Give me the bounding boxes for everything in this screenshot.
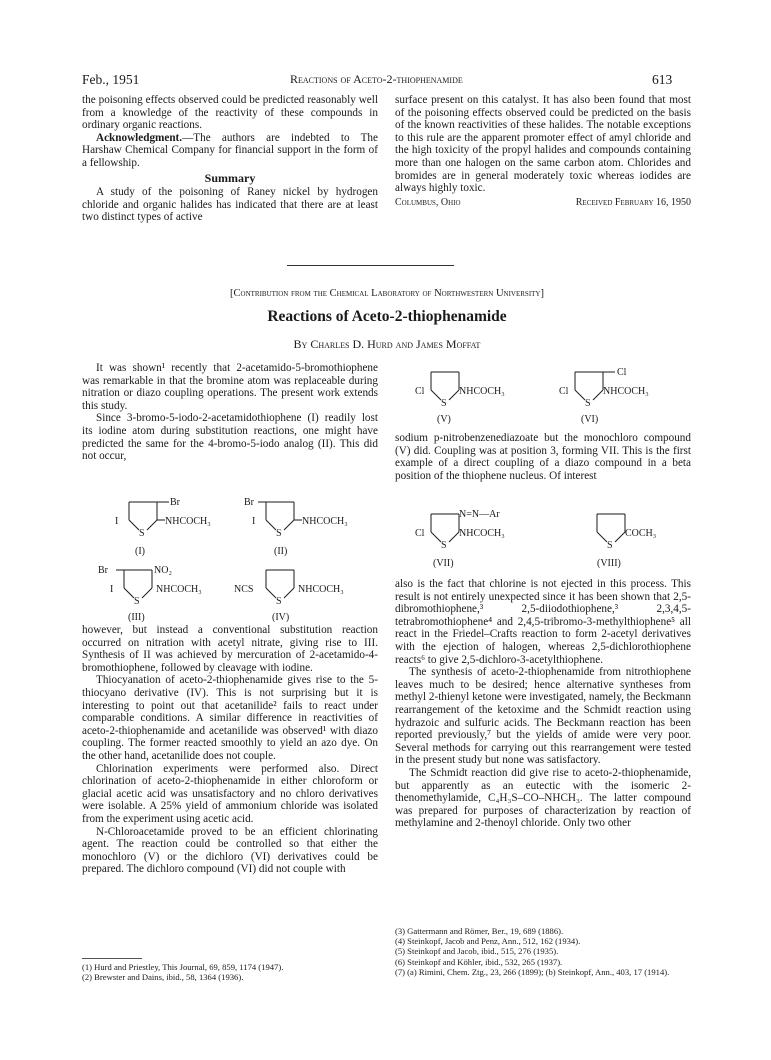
right-column-upper (395, 432, 691, 482)
footnote-3: (3) Gattermann and Römer, Ber., 19, 689 (1886). (395, 926, 564, 936)
svg-text:Br: Br (98, 565, 108, 576)
svg-text:I: I (252, 516, 256, 527)
svg-text:S: S (276, 528, 282, 539)
paragraph-4: Thiocyanation of aceto-2-thiophenamide gives rise to the 5-thiocyano derivative (IV). This is not surprising but it is interesting to point out that acetanilide² fails to react under comparable conditions. A similar difference in reactivities of aceto-2-thiophenamide and acetanilide was observed¹ with diazo coupling. The former reacted smoothly to yield an azo dye. On the other hand, acetanilide does not couple. (82, 674, 378, 762)
prev-right-paragraph: surface present on this catalyst. It has also been found that most of the poisoning effects observed could be predicted on the basis of the known reactivities of these halides. The notable exceptions to this rule are the apparent promoter effect of amyl chloride and the high toxicity of the propyl halides and compounds containing more than one halogen on the same carbon atom. Chlorides and bromides are in general moderately toxic whereas iodides are always highly toxic. (395, 94, 691, 195)
structure-III (98, 565, 202, 622)
paragraph-1: It was shown¹ recently that 2-acetamido-5-bromothiophene was remarkable in that the bromine atom was replaceable during nitration or diazo coupling operations. The present work extends this study. (82, 362, 378, 412)
right-paragraph-4: The Schmidt reaction did give rise to aceto-2-thiophenamide, but apparently as an eutectic with the isomeric 2-thenomethylamide, C₄H₃S–CO–NHCH₃. The latter compound was prepared for purposes of characterization by reaction of methylamine and 2-thenoyl chloride. Only two other (395, 766, 691, 830)
article-authors: By Charles D. Hurd and James Moffat (293, 337, 481, 351)
acknowledgment (82, 132, 378, 170)
received-date: Received February 16, 1950 (575, 196, 691, 208)
svg-text:N=N—Ar: N=N—Ar (459, 509, 500, 520)
svg-text:NHCOCH₃: NHCOCH₃ (302, 516, 348, 527)
header-title: Reactions of Aceto-2-thiophenamide (290, 72, 463, 86)
footnote-rule-left (82, 958, 142, 959)
svg-text:COCH₃: COCH₃ (625, 528, 657, 539)
svg-text:Cl: Cl (617, 367, 627, 378)
header-page-number: 613 (652, 72, 673, 87)
structure-VII (415, 509, 505, 569)
left-column-upper (82, 362, 378, 463)
footnote-4: (4) Steinkopf, Jacob and Penz, Ann., 512, 162 (1934). (395, 936, 581, 947)
svg-text:S: S (607, 540, 613, 551)
svg-text:(IV): (IV) (272, 612, 290, 622)
structure-VI (559, 367, 649, 425)
svg-text:S: S (276, 596, 282, 607)
left-column-lower (82, 624, 378, 876)
svg-text:(II): (II) (274, 546, 288, 557)
svg-text:NO₂: NO₂ (154, 565, 172, 576)
svg-text:NHCOCH₃: NHCOCH₃ (165, 516, 211, 527)
right-paragraph-3: The synthesis of aceto-2-thiophenamide from nitrothiophene leaves much to be desired; hence alternative syntheses from methyl 2-thienyl ketone were investigated, namely, the Beckmann rearrangement of the ketoxime and the Schmidt reaction using hydrazoic and sulfuric acids. The Beckmann reaction has been reported previously,⁷ but the yields of amide were very poor. Several methods for carrying out this rearrangement were tested in the present study but none was satisfactory. (395, 666, 691, 767)
paragraph-3: however, but instead a conventional substitution reaction occurred on nitration with acetyl nitrate, giving rise to III. Synthesis of II was achieved by mercuration of 2-acetamido-4-bromothiophene, followed by cleavage with iodine. (82, 624, 378, 674)
prev-right-column (395, 94, 691, 211)
right-footnotes (395, 926, 691, 977)
prev-paragraph: the poisoning effects observed could be predicted reasonably well from a knowledge of the reactivity of these compounds in ordinary organic reactions. (82, 94, 378, 132)
svg-text:(III): (III) (128, 612, 145, 622)
svg-text:I: I (110, 584, 114, 595)
svg-text:(V): (V) (437, 414, 451, 425)
structure-VIII (597, 514, 656, 569)
svg-text:S: S (585, 398, 591, 409)
structure-IV (234, 570, 344, 622)
svg-text:Br: Br (244, 497, 254, 508)
svg-text:NHCOCH₃: NHCOCH₃ (603, 386, 649, 397)
paragraph-6: N-Chloroacetamide proved to be an efficient chlorinating agent. The reaction could be controlled so that either the monochloro (V) or the dichloro (VI) derivatives could be prepared. The dichloro compound (VI) did not couple with (82, 825, 378, 876)
svg-text:Cl: Cl (415, 386, 425, 397)
svg-text:S: S (441, 398, 447, 409)
ack-heading: Acknowledgment. (96, 131, 183, 144)
header-date: Feb., 1951 (82, 72, 140, 87)
right-column-lower (395, 578, 691, 830)
footnote-2: (2) Brewster and Dains, ibid., 58, 1364 (1936). (82, 972, 244, 983)
svg-text:(VIII): (VIII) (597, 558, 621, 569)
svg-text:(I): (I) (135, 546, 145, 557)
structures-I-IV (82, 490, 378, 622)
svg-text:Cl: Cl (559, 386, 569, 397)
svg-text:S: S (134, 596, 140, 607)
svg-text:NHCOCH₃: NHCOCH₃ (156, 584, 202, 595)
svg-text:Br: Br (170, 497, 180, 508)
svg-text:S: S (139, 528, 145, 539)
left-footnotes (82, 962, 378, 982)
structures-VII-VIII (395, 506, 691, 576)
structure-II (244, 497, 348, 557)
svg-text:NCS: NCS (234, 584, 254, 595)
structure-V (415, 372, 505, 425)
contribution-line: [Contribution from the Chemical Laboratory of Northwestern University] (230, 288, 544, 299)
ack-text: —The authors are indebted to The Harshaw Chemical Company for financial support in the form of a fellowship. (82, 131, 378, 169)
right-paragraph-2: also is the fact that chlorine is not ejected in this process. This result is not entirely unexpected since it has been shown that 2,5-dibromothiophene,³ 2,5-diiodothiophene,³ 2,3,4,5-tetrabromothiophene⁴ and 2,4,5-tribromo-3-methylthiophene⁵ all react in the Friedel–Crafts reaction to form 2-acetyl derivatives with the ejection of halogen, whereas 2,5-dichlorothiophene reacts⁶ to give 2,5-dichloro-3-acetylthiophene. (395, 578, 691, 666)
structure-I (115, 497, 211, 557)
right-paragraph-1: sodium p-nitrobenzenediazoate but the monochloro compound (V) did. Coupling was at position 3, forming VII. This is the first example of a direct coupling of a diazo compound in a beta position of the thiophene nucleus. Of interest (395, 432, 691, 482)
svg-text:(VI): (VI) (581, 414, 599, 425)
summary-text: A study of the poisoning of Raney nickel by hydrogen chloride and organic halides has indicated that there are at least two distinct types of active (82, 186, 378, 224)
footnote-1: (1) Hurd and Priestley, This Journal, 69, 859, 1174 (1947). (82, 962, 284, 972)
svg-text:(VII): (VII) (433, 558, 454, 569)
svg-text:S: S (441, 540, 447, 551)
paragraph-2: Since 3-bromo-5-iodo-2-acetamidothiophene (I) readily lost its iodine atom during substitution reactions, one might have predicted the same for the 4-bromo-5-iodo analog (II). This did not occur, (82, 412, 378, 463)
summary-heading: Summary (204, 170, 256, 185)
article-title: Reactions of Aceto-2-thiophenamide (267, 308, 507, 325)
svg-text:I: I (115, 516, 119, 527)
footnote-6: (6) Steinkopf and Köhler, ibid., 532, 265 (1937). (395, 956, 563, 967)
svg-text:NHCOCH₃: NHCOCH₃ (298, 584, 344, 595)
structures-V-VI (395, 362, 691, 428)
prev-left-column (82, 94, 378, 224)
footnote-7: (7) (a) Rimini, Chem. Ztg., 23, 266 (1899); (b) Steinkopf, Ann., 403, 17 (1914). (395, 966, 670, 977)
svg-text:NHCOCH₃: NHCOCH₃ (459, 528, 505, 539)
svg-text:NHCOCH₃: NHCOCH₃ (459, 386, 505, 397)
paragraph-5: Chlorination experiments were performed also. Direct chlorination of aceto-2-thiophenamide in either chloroform or glacial acetic acid was unsatisfactory and no chloro derivatives were isolable. A 25% yield of ammonium chloride was isolated from the experiment using acetic acid. (82, 762, 378, 825)
svg-text:Cl: Cl (415, 528, 425, 539)
place: Columbus, Ohio (395, 196, 461, 208)
footnote-5: (5) Steinkopf and Jacob, ibid., 515, 276 (1935). (395, 946, 559, 957)
article-divider (287, 265, 454, 266)
